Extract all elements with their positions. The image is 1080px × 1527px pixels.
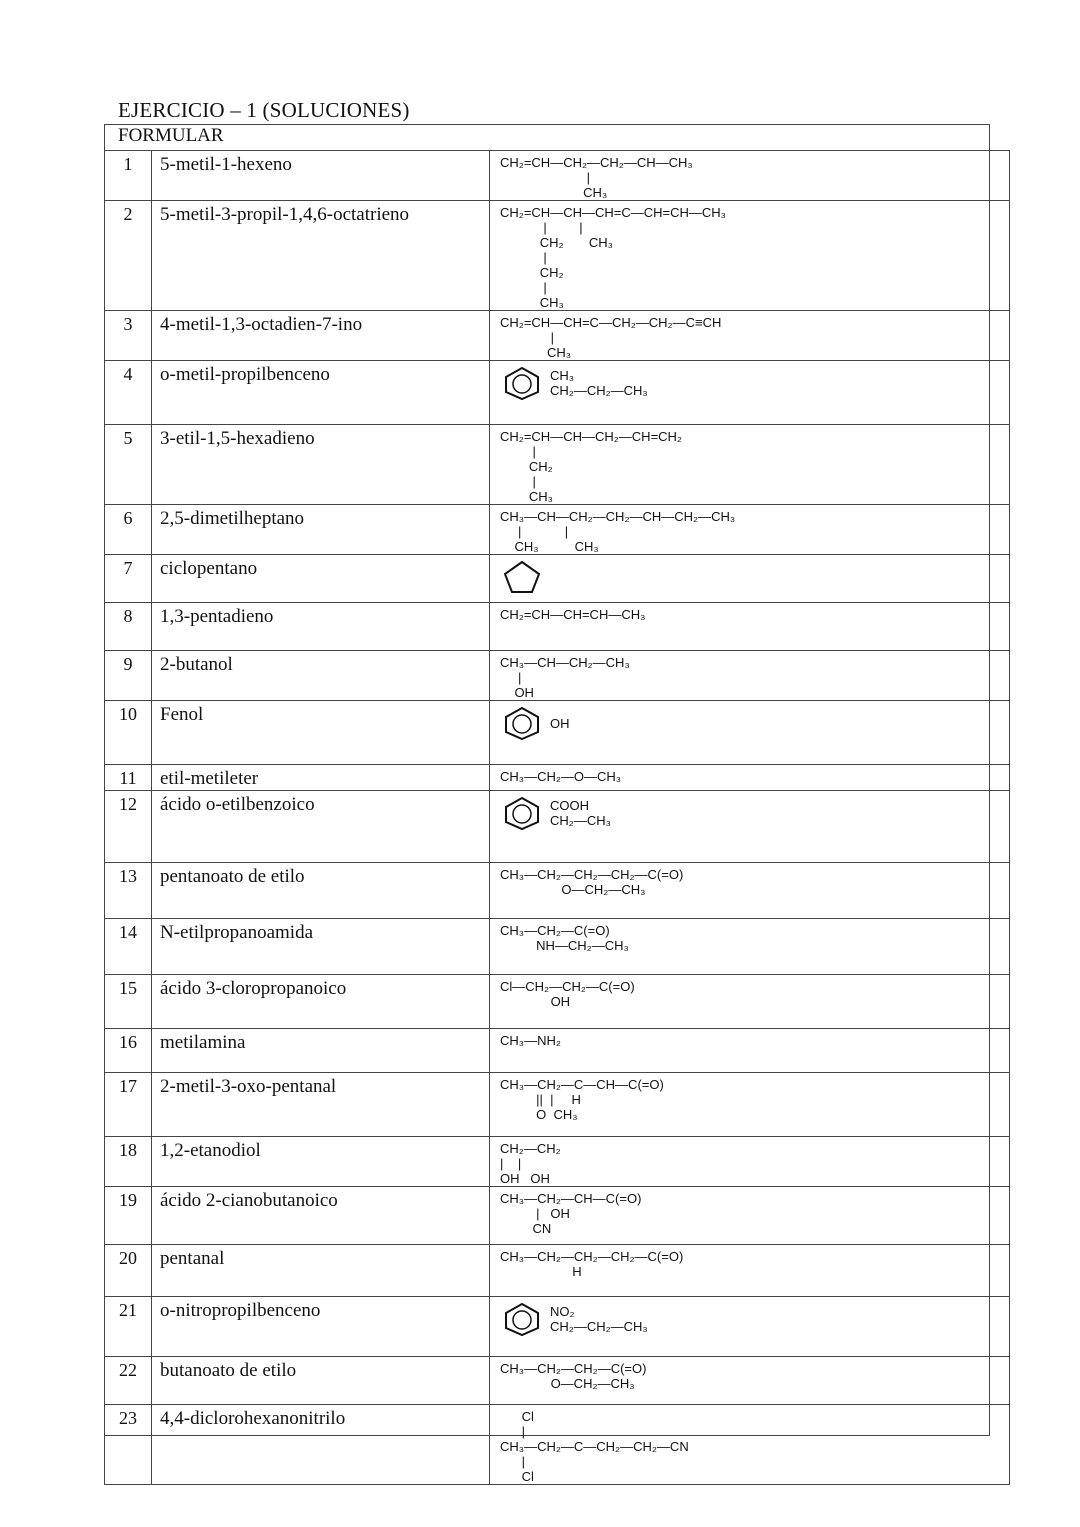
row-number: 14 xyxy=(105,919,152,975)
compound-formula xyxy=(490,1405,1010,1485)
formula-text: CH₃—CH₂—CH—C(=O) | OH CN xyxy=(500,1191,642,1236)
compound-formula xyxy=(490,311,1010,361)
row-number: 4 xyxy=(105,361,152,425)
formula-text: COOH CH₂—CH₃ xyxy=(550,798,611,828)
compound-name: Fenol xyxy=(152,701,490,765)
formula-text: CH₂=CH—CH=C—CH₂—CH₂—C≡CH | CH₃ xyxy=(500,315,722,360)
formula-text: CH₃—NH₂ xyxy=(500,1033,561,1048)
compound-formula xyxy=(490,1073,1010,1137)
compound-name: o-nitropropilbenceno xyxy=(152,1297,490,1357)
row-number: 5 xyxy=(105,425,152,505)
compound-formula xyxy=(490,1357,1010,1405)
table-row xyxy=(105,1187,1010,1245)
compound-formula xyxy=(490,975,1010,1029)
compound-formula xyxy=(490,603,1010,651)
formula-text: Cl—CH₂—CH₂—C(=O) OH xyxy=(500,979,635,1009)
compound-name: butanoato de etilo xyxy=(152,1357,490,1405)
formula-text: CH₂=CH—CH—CH=C—CH=CH—CH₃ | | CH₂ CH₃ | CH₂ | CH₃ xyxy=(500,205,726,310)
row-number: 6 xyxy=(105,505,152,555)
formula-text: CH₃—CH—CH₂—CH₃ | OH xyxy=(500,655,630,700)
formula-text: CH₃—CH₂—O—CH₃ xyxy=(500,769,622,784)
benzene-ring-icon xyxy=(500,705,544,741)
table-row xyxy=(105,361,1010,425)
table-row xyxy=(105,1297,1010,1357)
row-number: 3 xyxy=(105,311,152,361)
compound-formula xyxy=(490,791,1010,863)
table-row xyxy=(105,701,1010,765)
table-row xyxy=(105,201,1010,311)
table-row xyxy=(105,975,1010,1029)
compound-name: 4-metil-1,3-octadien-7-ino xyxy=(152,311,490,361)
benzene-ring-icon xyxy=(500,365,544,401)
compound-name: metilamina xyxy=(152,1029,490,1073)
table-row xyxy=(105,791,1010,863)
table-row xyxy=(105,919,1010,975)
table-row xyxy=(105,1073,1010,1137)
row-number: 20 xyxy=(105,1245,152,1297)
row-number: 1 xyxy=(105,151,152,201)
compound-formula xyxy=(490,1245,1010,1297)
table-row xyxy=(105,863,1010,919)
row-number: 12 xyxy=(105,791,152,863)
row-number: 17 xyxy=(105,1073,152,1137)
compound-formula xyxy=(490,651,1010,701)
table-row xyxy=(105,1137,1010,1187)
row-number: 22 xyxy=(105,1357,152,1405)
compound-name: o-metil-propilbenceno xyxy=(152,361,490,425)
compound-name: ácido 3-cloropropanoico xyxy=(152,975,490,1029)
benzene-ring-icon xyxy=(500,1301,544,1337)
compound-formula xyxy=(490,765,1010,791)
table-row xyxy=(105,1245,1010,1297)
table-row xyxy=(105,651,1010,701)
compound-name: 4,4-diclorohexanonitrilo xyxy=(152,1405,490,1485)
row-number: 9 xyxy=(105,651,152,701)
compound-name: N-etilpropanoamida xyxy=(152,919,490,975)
row-number: 21 xyxy=(105,1297,152,1357)
compound-name: 3-etil-1,5-hexadieno xyxy=(152,425,490,505)
formula-text: CH₃—CH₂—CH₂—CH₂—C(=O) H xyxy=(500,1249,684,1279)
formula-text: CH₃—CH—CH₂—CH₂—CH—CH₂—CH₃ | | CH₃ CH₃ xyxy=(500,509,736,554)
formula-text: CH₃ CH₂—CH₂—CH₃ xyxy=(550,368,648,398)
compound-formula xyxy=(490,1029,1010,1073)
compound-formula xyxy=(490,701,1010,765)
compound-name: ácido 2-cianobutanoico xyxy=(152,1187,490,1245)
formula-text: CH₃—CH₂—C(=O) NH—CH₂—CH₃ xyxy=(500,923,629,953)
table-row xyxy=(105,425,1010,505)
compound-formula xyxy=(490,555,1010,603)
compound-name: 1,2-etanodiol xyxy=(152,1137,490,1187)
compound-name: ciclopentano xyxy=(152,555,490,603)
formula-text: CH₃—CH₂—CH₂—C(=O) O—CH₂—CH₃ xyxy=(500,1361,647,1391)
table-row xyxy=(105,765,1010,791)
compound-name: pentanoato de etilo xyxy=(152,863,490,919)
solutions-table xyxy=(104,150,1010,1485)
formula-text: CH₃—CH₂—CH₂—CH₂—C(=O) O—CH₂—CH₃ xyxy=(500,867,684,897)
row-number: 2 xyxy=(105,201,152,311)
compound-formula xyxy=(490,425,1010,505)
section-label: FORMULAR xyxy=(118,125,224,146)
table-row xyxy=(105,1029,1010,1073)
cyclopentane-ring-icon xyxy=(500,559,544,595)
formula-text: CH₃—CH₂—C—CH—C(=O) || | H O CH₃ xyxy=(500,1077,664,1122)
table-row xyxy=(105,603,1010,651)
compound-formula xyxy=(490,1297,1010,1357)
formula-text: CH₂—CH₂ | | OH OH xyxy=(500,1141,561,1186)
table-row xyxy=(105,311,1010,361)
row-number: 10 xyxy=(105,701,152,765)
compound-formula xyxy=(490,919,1010,975)
formula-text: NO₂ CH₂—CH₂—CH₃ xyxy=(550,1304,648,1334)
row-number: 7 xyxy=(105,555,152,603)
row-number: 18 xyxy=(105,1137,152,1187)
formula-text: Cl | CH₃—CH₂—C—CH₂—CH₂—CN | Cl xyxy=(500,1409,689,1484)
compound-name: etil-metileter xyxy=(152,765,490,791)
compound-name: 1,3-pentadieno xyxy=(152,603,490,651)
row-number: 16 xyxy=(105,1029,152,1073)
formula-text: OH xyxy=(550,715,570,731)
formula-text: CH₂=CH—CH₂—CH₂—CH—CH₃ | CH₃ xyxy=(500,155,693,200)
compound-name: 2-metil-3-oxo-pentanal xyxy=(152,1073,490,1137)
row-number: 8 xyxy=(105,603,152,651)
table-row xyxy=(105,555,1010,603)
compound-formula xyxy=(490,1137,1010,1187)
benzene-ring-icon xyxy=(500,795,544,831)
compound-formula xyxy=(490,201,1010,311)
table-row xyxy=(105,151,1010,201)
row-number: 19 xyxy=(105,1187,152,1245)
table-row xyxy=(105,505,1010,555)
compound-formula xyxy=(490,1187,1010,1245)
compound-name: 5-metil-3-propil-1,4,6-octatrieno xyxy=(152,201,490,311)
row-number: 23 xyxy=(105,1405,152,1485)
compound-name: 5-metil-1-hexeno xyxy=(152,151,490,201)
row-number: 11 xyxy=(105,765,152,791)
compound-name: pentanal xyxy=(152,1245,490,1297)
row-number: 15 xyxy=(105,975,152,1029)
compound-formula xyxy=(490,505,1010,555)
page-title: EJERCICIO – 1 (SOLUCIONES) xyxy=(118,98,410,125)
compound-name: 2,5-dimetilheptano xyxy=(152,505,490,555)
table-row xyxy=(105,1357,1010,1405)
compound-name: 2-butanol xyxy=(152,651,490,701)
row-number: 13 xyxy=(105,863,152,919)
compound-formula xyxy=(490,151,1010,201)
table-row xyxy=(105,1405,1010,1485)
formula-text: CH₂=CH—CH=CH—CH₃ xyxy=(500,607,646,622)
compound-formula xyxy=(490,863,1010,919)
compound-formula xyxy=(490,361,1010,425)
formula-text: CH₂=CH—CH—CH₂—CH=CH₂ | CH₂ | CH₃ xyxy=(500,429,682,504)
compound-name: ácido o-etilbenzoico xyxy=(152,791,490,863)
